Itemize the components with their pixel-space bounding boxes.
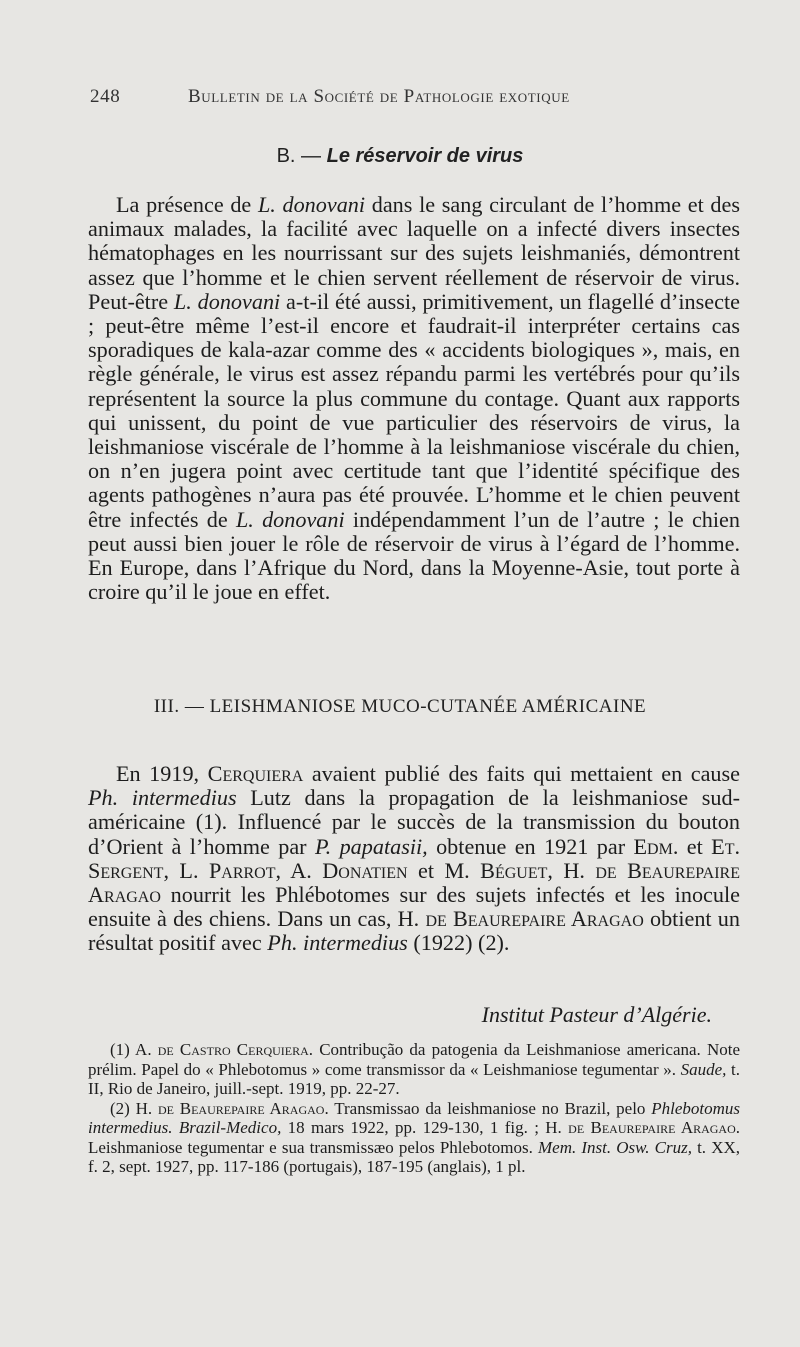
running-head (90, 86, 730, 108)
chapter-heading: III. — LEISHMANIOSE MUCO-CUTANÉE AMÉRICAINE (153, 696, 647, 717)
signature: Institut Pasteur d’Algérie. (481, 1002, 712, 1027)
section-number: B. — (276, 145, 322, 167)
running-title: Bulletin de la Société de Pathologie exotique (188, 86, 570, 107)
section-title (0, 145, 800, 168)
paragraph-reservoir: La présence de L. donovani dans le sang circulant de l’homme et des animaux malades, la facilité avec laquelle on a infecté divers insectes hématophages en les nourrissant sur des sujets leishmaniés, démontrent assez que l’homme et le chien servent réellement de réservoir de virus. Peut-être L. donovani a-t-il été aussi, primitivement, un flagellé d’insecte ; peut-être même l’est-il encore et faudrait-il interpréter certains cas sporadiques de kala-azar comme des « accidents biologiques », mais, en règle générale, le virus est assez répandu parmi les vertébrés pour qu’ils représentent la source la plus commune du contage. Quant aux rapports qui unissent, du point de vue particulier des réservoirs de virus, la leishmaniose viscérale de l’homme à la leishmaniose viscérale du chien, on n’en jugera point avec certitude tant que l’identité spécifique des agents pathogènes n’aura pas été prouvée. L’homme et le chien peuvent être infectés de L. donovani indépendamment l’un de l’autre ; le chien peut aussi bien jouer le rôle de réservoir de virus à l’égard de l’homme. En Europe, dans l’Afrique du Nord, dans la Moyenne-Asie, tout porte à croire qu’il le joue en effet. (88, 192, 740, 605)
footnote-2: (2) H. de Beaurepaire Aragao. Transmissao da leishmaniose no Brazil, pelo Phlebotomus intermedius. Brazil-Medico, 18 mars 1922, pp. 129-130, 1 fig. ; H. de Beaurepaire Aragao. Leishmaniose tegumentar e sua transmissæo pelos Phlebotomos. Mem. Inst. Osw. Cruz, t. XX, f. 2, sept. 1927, pp. 117-186 (portugais), 187-195 (anglais), 1 pl. (88, 1098, 741, 1176)
footnote-1: (1) A. de Castro Cerquiera. Contribução da patogenia da Leishmaniose americana. Note prélim. Papel do « Phlebotomus » come transmissor da « Leishmaniose tegumentar ». Saude, t. II, Rio de Janeiro, juill.-sept. 1919, pp. 22-27. (88, 1040, 741, 1098)
section-title-text: Le réservoir de virus (326, 145, 524, 167)
page-number: 248 (90, 86, 121, 107)
paragraph-mucocutaneous: En 1919, Cerquiera avaient publié des faits qui mettaient en cause Ph. intermedius Lutz dans la propagation de la leishmaniose sud-américaine (1). Influencé par le succès de la transmission du bouton d’Orient à l’homme par P. papatasii, obtenue en 1921 par Edm. et Et. Sergent, L. Parrot, A. Donatien et M. Béguet, H. de Beaurepaire Aragao nourrit les Phlébotomes sur des sujets infectés et les inocule ensuite à des chiens. Dans un cas, H. de Beaurepaire Aragao obtient un résultat positif avec Ph. intermedius (1922) (2). (88, 761, 741, 956)
footnotes (88, 1040, 740, 1177)
